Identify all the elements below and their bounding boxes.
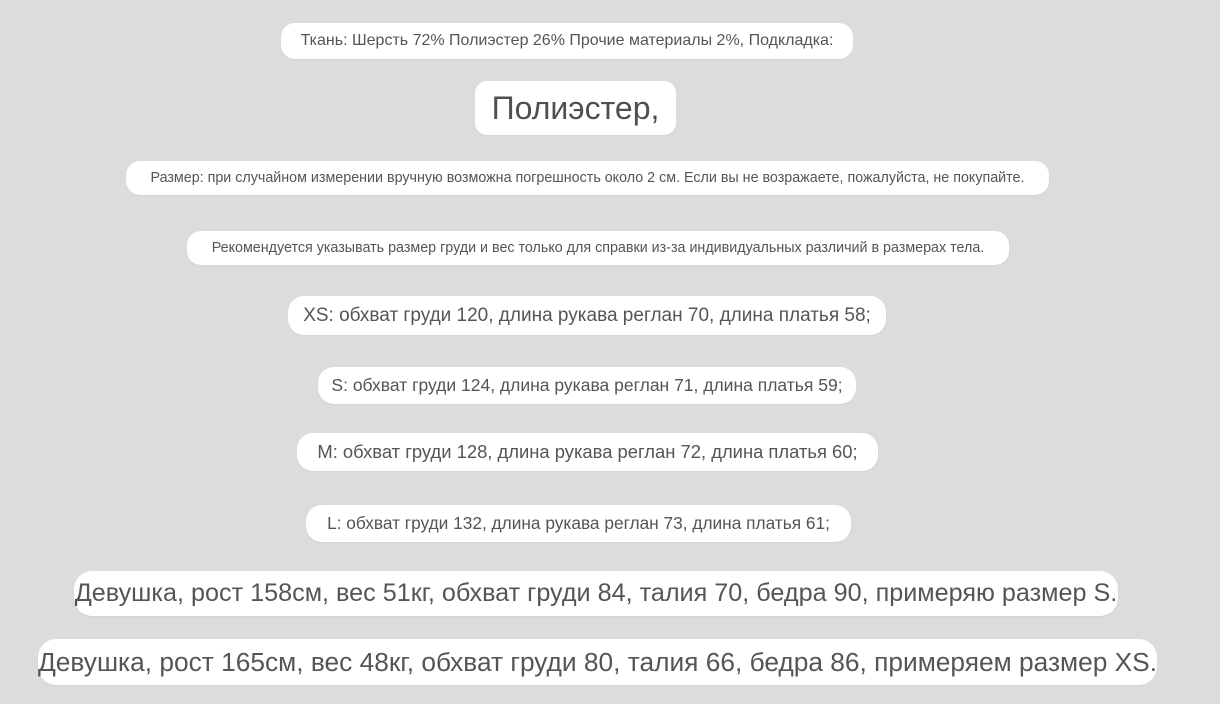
model-fit-note-1: Девушка, рост 158см, вес 51кг, обхват груди 84, талия 70, бедра 90, примеряю размер S. bbox=[74, 571, 1118, 616]
model-fit-note-2: Девушка, рост 165см, вес 48кг, обхват груди 80, талия 66, бедра 86, примеряем размер XS. bbox=[38, 639, 1157, 685]
size-m-spec: M: обхват груди 128, длина рукава реглан 72, длина платья 60; bbox=[297, 433, 878, 471]
lining-material-text: Полиэстер, bbox=[475, 81, 676, 135]
size-s-spec: S: обхват груди 124, длина рукава реглан 71, длина платья 59; bbox=[318, 367, 856, 404]
size-xs-spec: XS: обхват груди 120, длина рукава реглан 70, длина платья 58; bbox=[288, 296, 886, 335]
size-l-spec: L: обхват груди 132, длина рукава реглан 73, длина платья 61; bbox=[306, 505, 851, 542]
fabric-composition-text: Ткань: Шерсть 72% Полиэстер 26% Прочие материалы 2%, Подкладка: bbox=[281, 23, 853, 59]
size-recommendation-note: Рекомендуется указывать размер груди и вес только для справки из-за индивидуальных различий в размерах тела. bbox=[187, 231, 1009, 265]
size-measurement-note: Размер: при случайном измерении вручную возможна погрешность около 2 см. Если вы не возражаете, пожалуйста, не покупайте. bbox=[126, 161, 1049, 195]
